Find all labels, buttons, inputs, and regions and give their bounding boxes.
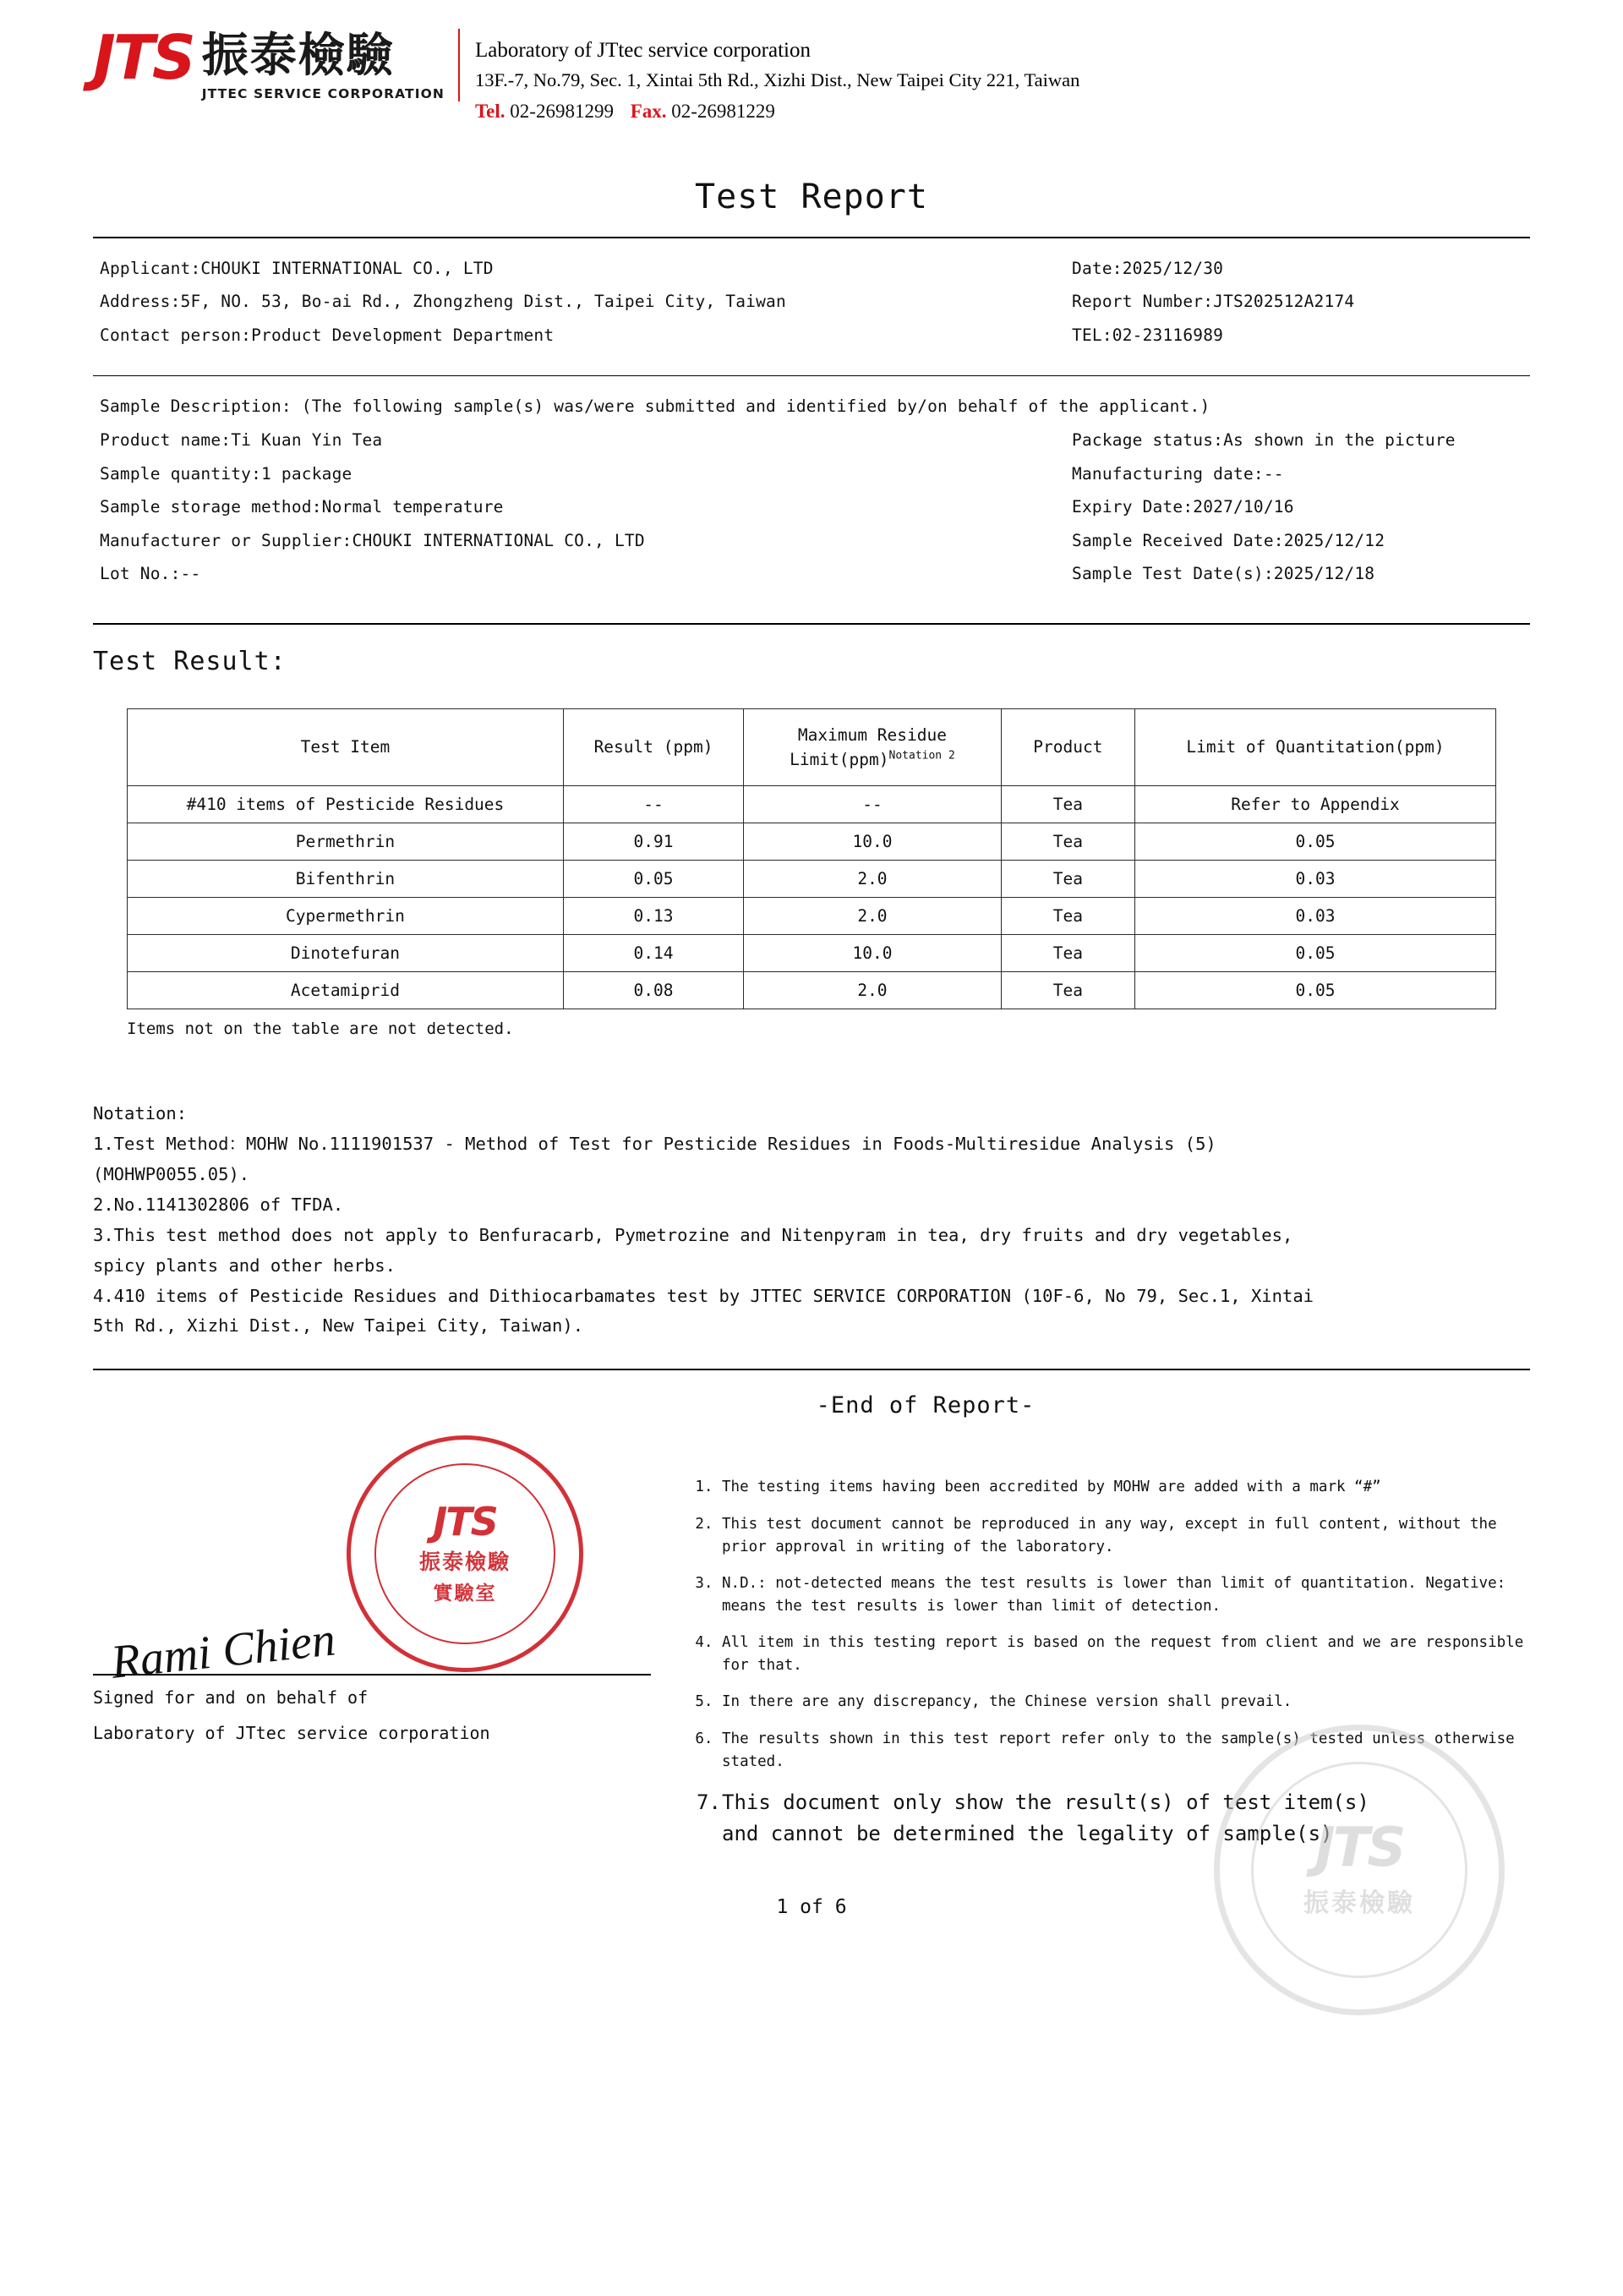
- list-item: 3. N.D.: not-detected means the test results is lower than limit of quantitation. Negative: means the test results is lower than limit of detection.: [722, 1572, 1530, 1617]
- cell-test-item: Dinotefuran: [128, 935, 564, 972]
- results-table: [127, 708, 1496, 1010]
- cell-loq: 0.05: [1135, 823, 1496, 861]
- notation-line-1b: (MOHWP0055.05).: [93, 1164, 250, 1185]
- received-date: Sample Received Date:2025/12/12: [1072, 530, 1385, 550]
- sample-row-4: [100, 524, 1523, 558]
- results-table-body: [128, 786, 1496, 1009]
- footer-note-7: [697, 1787, 1530, 1850]
- sample-row-1: [100, 424, 1523, 457]
- th-product: Product: [1001, 708, 1134, 786]
- watermark-chinese-text: 振泰檢驗: [1303, 1889, 1415, 1918]
- table-row: [128, 786, 1496, 823]
- lot-no: Lot No.:--: [100, 564, 201, 584]
- applicant-tel: TEL:02-23116989: [1072, 325, 1224, 345]
- cell-mrl: 2.0: [744, 898, 1002, 935]
- logo-chinese-name: 振泰檢驗: [201, 28, 395, 82]
- cell-result: 0.08: [563, 972, 743, 1009]
- cell-loq: 0.05: [1135, 935, 1496, 972]
- table-footnote: Items not on the table are not detected.: [127, 1020, 514, 1039]
- cell-test-item: Acetamiprid: [128, 972, 564, 1009]
- th-mrl-line2: Limit(ppm): [790, 750, 889, 770]
- logo-subtitle: JTTEC SERVICE CORPORATION: [201, 86, 445, 101]
- applicant-address: Address:5F, NO. 53, Bo-ai Rd., Zhongzheng Dist., Taipei City, Taiwan: [100, 292, 786, 312]
- th-test-item: Test Item: [128, 708, 564, 786]
- table-row: [128, 972, 1496, 1009]
- watermark-jts-text: JTS: [1314, 1817, 1404, 1879]
- cell-mrl: --: [744, 786, 1002, 823]
- seal-chinese-lab: 實驗室: [433, 1583, 497, 1605]
- sample-row-2: [100, 457, 1523, 491]
- header-company-name: Laboratory of JTtec service corporation: [474, 39, 811, 62]
- seal-chinese-name: 振泰檢驗: [418, 1550, 511, 1575]
- th-mrl-line1: Maximum Residue: [797, 724, 947, 745]
- cell-mrl: 10.0: [744, 823, 1002, 861]
- signed-for-label: Signed for and on behalf of: [93, 1687, 369, 1708]
- table-row: [128, 861, 1496, 898]
- notation-line-3b: spicy plants and other herbs.: [93, 1255, 396, 1276]
- footer-notes-list: [693, 1476, 1530, 1773]
- header-company-address: 13F.-7, No.79, Sec. 1, Xintai 5th Rd., Xizhi Dist., New Taipei City 221, Taiwan: [474, 69, 1080, 91]
- logo-jts-text: JTS: [93, 22, 194, 93]
- cell-product: Tea: [1001, 935, 1134, 972]
- seal-jts-text: JTS: [433, 1499, 497, 1545]
- table-header-row: [128, 708, 1496, 786]
- header-contact-line: [475, 97, 1079, 127]
- notation-line-1: 1.Test Method：MOHW No.1111901537 - Method of Test for Pesticide Residues in Foods-Multiresidue Analysis (5): [93, 1134, 1216, 1155]
- cell-product: Tea: [1001, 898, 1134, 935]
- applicant-row-2: [100, 285, 1523, 319]
- report-date: Date:2025/12/30: [1072, 258, 1224, 278]
- table-row: [128, 898, 1496, 935]
- list-item: 4. All item in this testing report is based on the request from client and we are responsible for that.: [722, 1632, 1530, 1676]
- cell-result: --: [563, 786, 743, 823]
- notation-line-3: 3.This test method does not apply to Benfuracarb, Pymetrozine and Nitenpyram in tea, dry fruits and dry vegetables,: [93, 1224, 1293, 1245]
- cell-result: 0.91: [563, 823, 743, 861]
- cell-product: Tea: [1001, 786, 1134, 823]
- table-row: [128, 823, 1496, 861]
- footer-notes-column: [676, 1412, 1530, 1850]
- cell-mrl: 2.0: [744, 861, 1002, 898]
- cell-mrl: 2.0: [744, 972, 1002, 1009]
- notation-line-2: 2.No.1141302806 of TFDA.: [93, 1194, 344, 1215]
- end-of-report-label: -End of Report-: [816, 1392, 1036, 1419]
- signature-image: Rami Chien: [108, 1613, 338, 1690]
- notation-line-4: 4.410 items of Pesticide Residues and Dithiocarbamates test by JTTEC SERVICE CORPORATION (10F-6, No 79, Sec.1, Xintai: [93, 1285, 1314, 1306]
- cell-test-item: Cypermethrin: [128, 898, 564, 935]
- th-loq: Limit of Quantitation(ppm): [1135, 708, 1496, 786]
- notation-heading: Notation:: [93, 1103, 188, 1124]
- notation-line-4b: 5th Rd., Xizhi Dist., New Taipei City, Taiwan).: [93, 1315, 584, 1337]
- sample-row-5: [100, 557, 1523, 591]
- list-item: 5. In there are any discrepancy, the Chinese version shall prevail.: [722, 1691, 1530, 1714]
- cell-mrl: 10.0: [744, 935, 1002, 972]
- cell-test-item: #410 items of Pesticide Residues: [128, 786, 564, 823]
- test-dates: Sample Test Date(s):2025/12/18: [1072, 564, 1375, 584]
- product-name: Product name:Ti Kuan Yin Tea: [100, 429, 383, 450]
- signed-lab-name: Laboratory of JTtec service corporation: [93, 1723, 490, 1744]
- th-result: Result (ppm): [563, 708, 743, 786]
- th-mrl: [744, 708, 1002, 786]
- test-result-heading: Test Result:: [93, 646, 287, 676]
- header-company-info: [475, 29, 1079, 127]
- applicant-info-block: [0, 238, 1623, 364]
- cell-product: Tea: [1001, 861, 1134, 898]
- package-status: Package status:As shown in the picture: [1072, 429, 1456, 450]
- sample-row-3: [100, 490, 1523, 524]
- report-number: Report Number:JTS202512A2174: [1072, 292, 1355, 312]
- tel-value: 02-26981299: [510, 101, 614, 123]
- company-logo: [93, 22, 460, 101]
- cell-result: 0.05: [563, 861, 743, 898]
- cell-test-item: Bifenthrin: [128, 861, 564, 898]
- applicant-row-1: [100, 252, 1523, 286]
- sample-description: Sample Description: (The following sample(s) was/were submitted and identified by/on behalf of the applicant.): [100, 396, 1210, 417]
- footer-note-7-line2: and cannot be determined the legality of sample(s): [722, 1822, 1333, 1846]
- page-title: Test Report: [695, 177, 928, 216]
- page-number: 1 of 6: [776, 1895, 847, 1918]
- notation-block: [0, 1038, 1623, 1342]
- cell-result: 0.13: [563, 898, 743, 935]
- tel-label: Tel.: [474, 101, 505, 123]
- cell-product: Tea: [1001, 972, 1134, 1009]
- footer-note-7-line1: This document only show the result(s) of test item(s): [722, 1790, 1369, 1815]
- cell-loq: 0.03: [1135, 898, 1496, 935]
- cell-loq: 0.03: [1135, 861, 1496, 898]
- list-item: 1. The testing items having been accredited by MOHW are added with a mark “#”: [722, 1476, 1530, 1499]
- list-item: 6. The results shown in this test report refer only to the sample(s) tested unless otherwise stated.: [722, 1728, 1530, 1773]
- divider-footer: [93, 1369, 1530, 1370]
- cell-loq: 0.05: [1135, 972, 1496, 1009]
- list-item: 2. This test document cannot be reproduced in any way, except in full content, without the prior approval in writing of the laboratory.: [722, 1513, 1530, 1558]
- cell-product: Tea: [1001, 823, 1134, 861]
- signature-column: [93, 1412, 676, 1850]
- manufacturer: Manufacturer or Supplier:CHOUKI INTERNATIONAL CO., LTD: [100, 530, 645, 550]
- applicant-row-3: [100, 319, 1523, 353]
- expiry-date: Expiry Date:2027/10/16: [1072, 497, 1294, 517]
- th-mrl-notation: Notation 2: [888, 749, 955, 763]
- cell-result: 0.14: [563, 935, 743, 972]
- cell-loq: Refer to Appendix: [1135, 786, 1496, 823]
- sample-quantity: Sample quantity:1 package: [100, 463, 352, 484]
- sample-description-row: [100, 390, 1523, 424]
- table-row: [128, 935, 1496, 972]
- fax-label: Fax.: [630, 101, 667, 123]
- storage-method: Sample storage method:Normal temperature: [100, 497, 504, 517]
- logo-text-group: [202, 29, 445, 101]
- manufacturing-date: Manufacturing date:--: [1072, 463, 1284, 484]
- fax-value: 02-26981229: [671, 101, 775, 123]
- footer-note-7-number: 7.: [697, 1790, 721, 1815]
- sample-info-block: [0, 376, 1623, 602]
- contact-person: Contact person:Product Development Department: [100, 325, 555, 345]
- footer-area: [0, 1412, 1623, 1850]
- document-header: [0, 0, 1623, 127]
- applicant-name: Applicant:CHOUKI INTERNATIONAL CO., LTD: [100, 258, 494, 278]
- cell-test-item: Permethrin: [128, 823, 564, 861]
